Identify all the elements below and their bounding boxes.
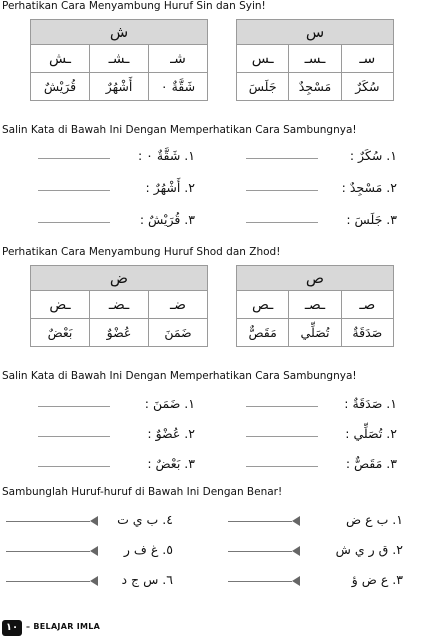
syin-word: أَشْهُرٌ [90,73,149,101]
connector-line [6,581,90,582]
letter-group: ٥. غ ف ر [123,542,173,557]
arrowhead-icon [90,546,98,556]
dhod-word: ضَمَنَ [149,319,208,347]
copy-word: ٢. مَسْجِدٌ : [341,180,397,195]
dhod-header: ض [31,266,208,291]
dhod-form-initial: ضـ [149,291,208,319]
connector-line [228,521,292,522]
copy-word: ١. صَدَقَةٌ : [344,396,397,411]
writing-line [246,222,318,223]
sin-word: مَسْجِدٌ [289,73,341,101]
writing-line [38,406,110,407]
section2-heading: Perhatikan Cara Menyambung Huruf Shod dan Zhod! [2,246,281,258]
shod-form-medial: ـصـ [289,291,341,319]
writing-line [38,436,110,437]
copy-word: ٢. أَشْهُرٌ : [145,180,195,195]
arrowhead-icon [292,546,300,556]
shod-table [236,265,394,347]
writing-line [246,158,318,159]
shod-word: تُصَلِّي [289,319,341,347]
syin-header: ش [31,20,208,45]
connect-heading: Sambunglah Huruf-huruf di Bawah Ini Dengan Benar! [2,486,283,498]
letter-group: ٢. ق ر ي ش [335,542,403,557]
sin-header: س [237,20,394,45]
copy-word: ٣. جَلَسَ : [346,212,397,227]
shod-header: ص [237,266,394,291]
writing-line [246,436,318,437]
connector-line [228,581,292,582]
copy-word: ٢. تُصَلِّي : [345,426,397,441]
connector-line [228,551,292,552]
shod-word: مَقَصٌّ [237,319,289,347]
sin-form-final: ـس [237,45,289,73]
sin-table [236,19,394,101]
arrowhead-icon [292,516,300,526]
copy-word: ٣. مَقَصٌّ : [345,456,397,471]
syin-word: شَقَّةٌ ٠ [149,73,208,101]
syin-form-final: ـش [31,45,90,73]
letter-group: ٦. س ج د [121,572,173,587]
copy-word: ٢. عُضْوٌ : [147,426,195,441]
dhod-form-medial: ـضـ [90,291,149,319]
arrowhead-icon [90,516,98,526]
arrowhead-icon [90,576,98,586]
writing-line [246,466,318,467]
dhod-word: بَعْضٌ [31,319,90,347]
copy-word: ١. سُكَرٌ : [349,148,397,163]
syin-form-medial: ـشـ [90,45,149,73]
connector-line [6,551,90,552]
letter-group: ١. ب ع ض [346,512,403,527]
copy2-heading: Salin Kata di Bawah Ini Dengan Memperhatikan Cara Sambungnya! [2,370,357,382]
shod-form-initial: صـ [341,291,393,319]
sin-form-initial: سـ [341,45,393,73]
syin-word: قُرَيْشٌ [31,73,90,101]
copy-word: ٣. قُرَيْشٌ : [139,212,195,227]
copy-word: ١. شَقَّةٌ ٠ : [137,148,195,163]
writing-line [38,158,110,159]
sin-word: سُكَرٌ [341,73,393,101]
writing-line [38,222,110,223]
writing-line [38,466,110,467]
dhod-word: عُضْوٌ [90,319,149,347]
copy-word: ٣. بَعْضٌ : [147,456,195,471]
footer-label: – BELAJAR IMLA [26,622,101,631]
arrowhead-icon [292,576,300,586]
sin-word: جَلَسَ [237,73,289,101]
writing-line [246,190,318,191]
dhod-form-final: ـض [31,291,90,319]
sin-form-medial: ـسـ [289,45,341,73]
letter-group: ٤. ب ي ت [117,512,173,527]
page-number-badge: ١٠ [2,620,22,636]
syin-table [30,19,208,101]
section1-heading: Perhatikan Cara Menyambung Huruf Sin dan Syin! [2,0,266,12]
writing-line [246,406,318,407]
shod-form-final: ـص [237,291,289,319]
dhod-table [30,265,208,347]
copy1-heading: Salin Kata di Bawah Ini Dengan Memperhatikan Cara Sambungnya! [2,124,357,136]
writing-line [38,190,110,191]
copy-word: ١. ضَمَنَ : [144,396,195,411]
letter-group: ٣. ع ض ؤ [351,572,403,587]
syin-form-initial: شـ [149,45,208,73]
shod-word: صَدَقَةٌ [341,319,393,347]
connector-line [6,521,90,522]
